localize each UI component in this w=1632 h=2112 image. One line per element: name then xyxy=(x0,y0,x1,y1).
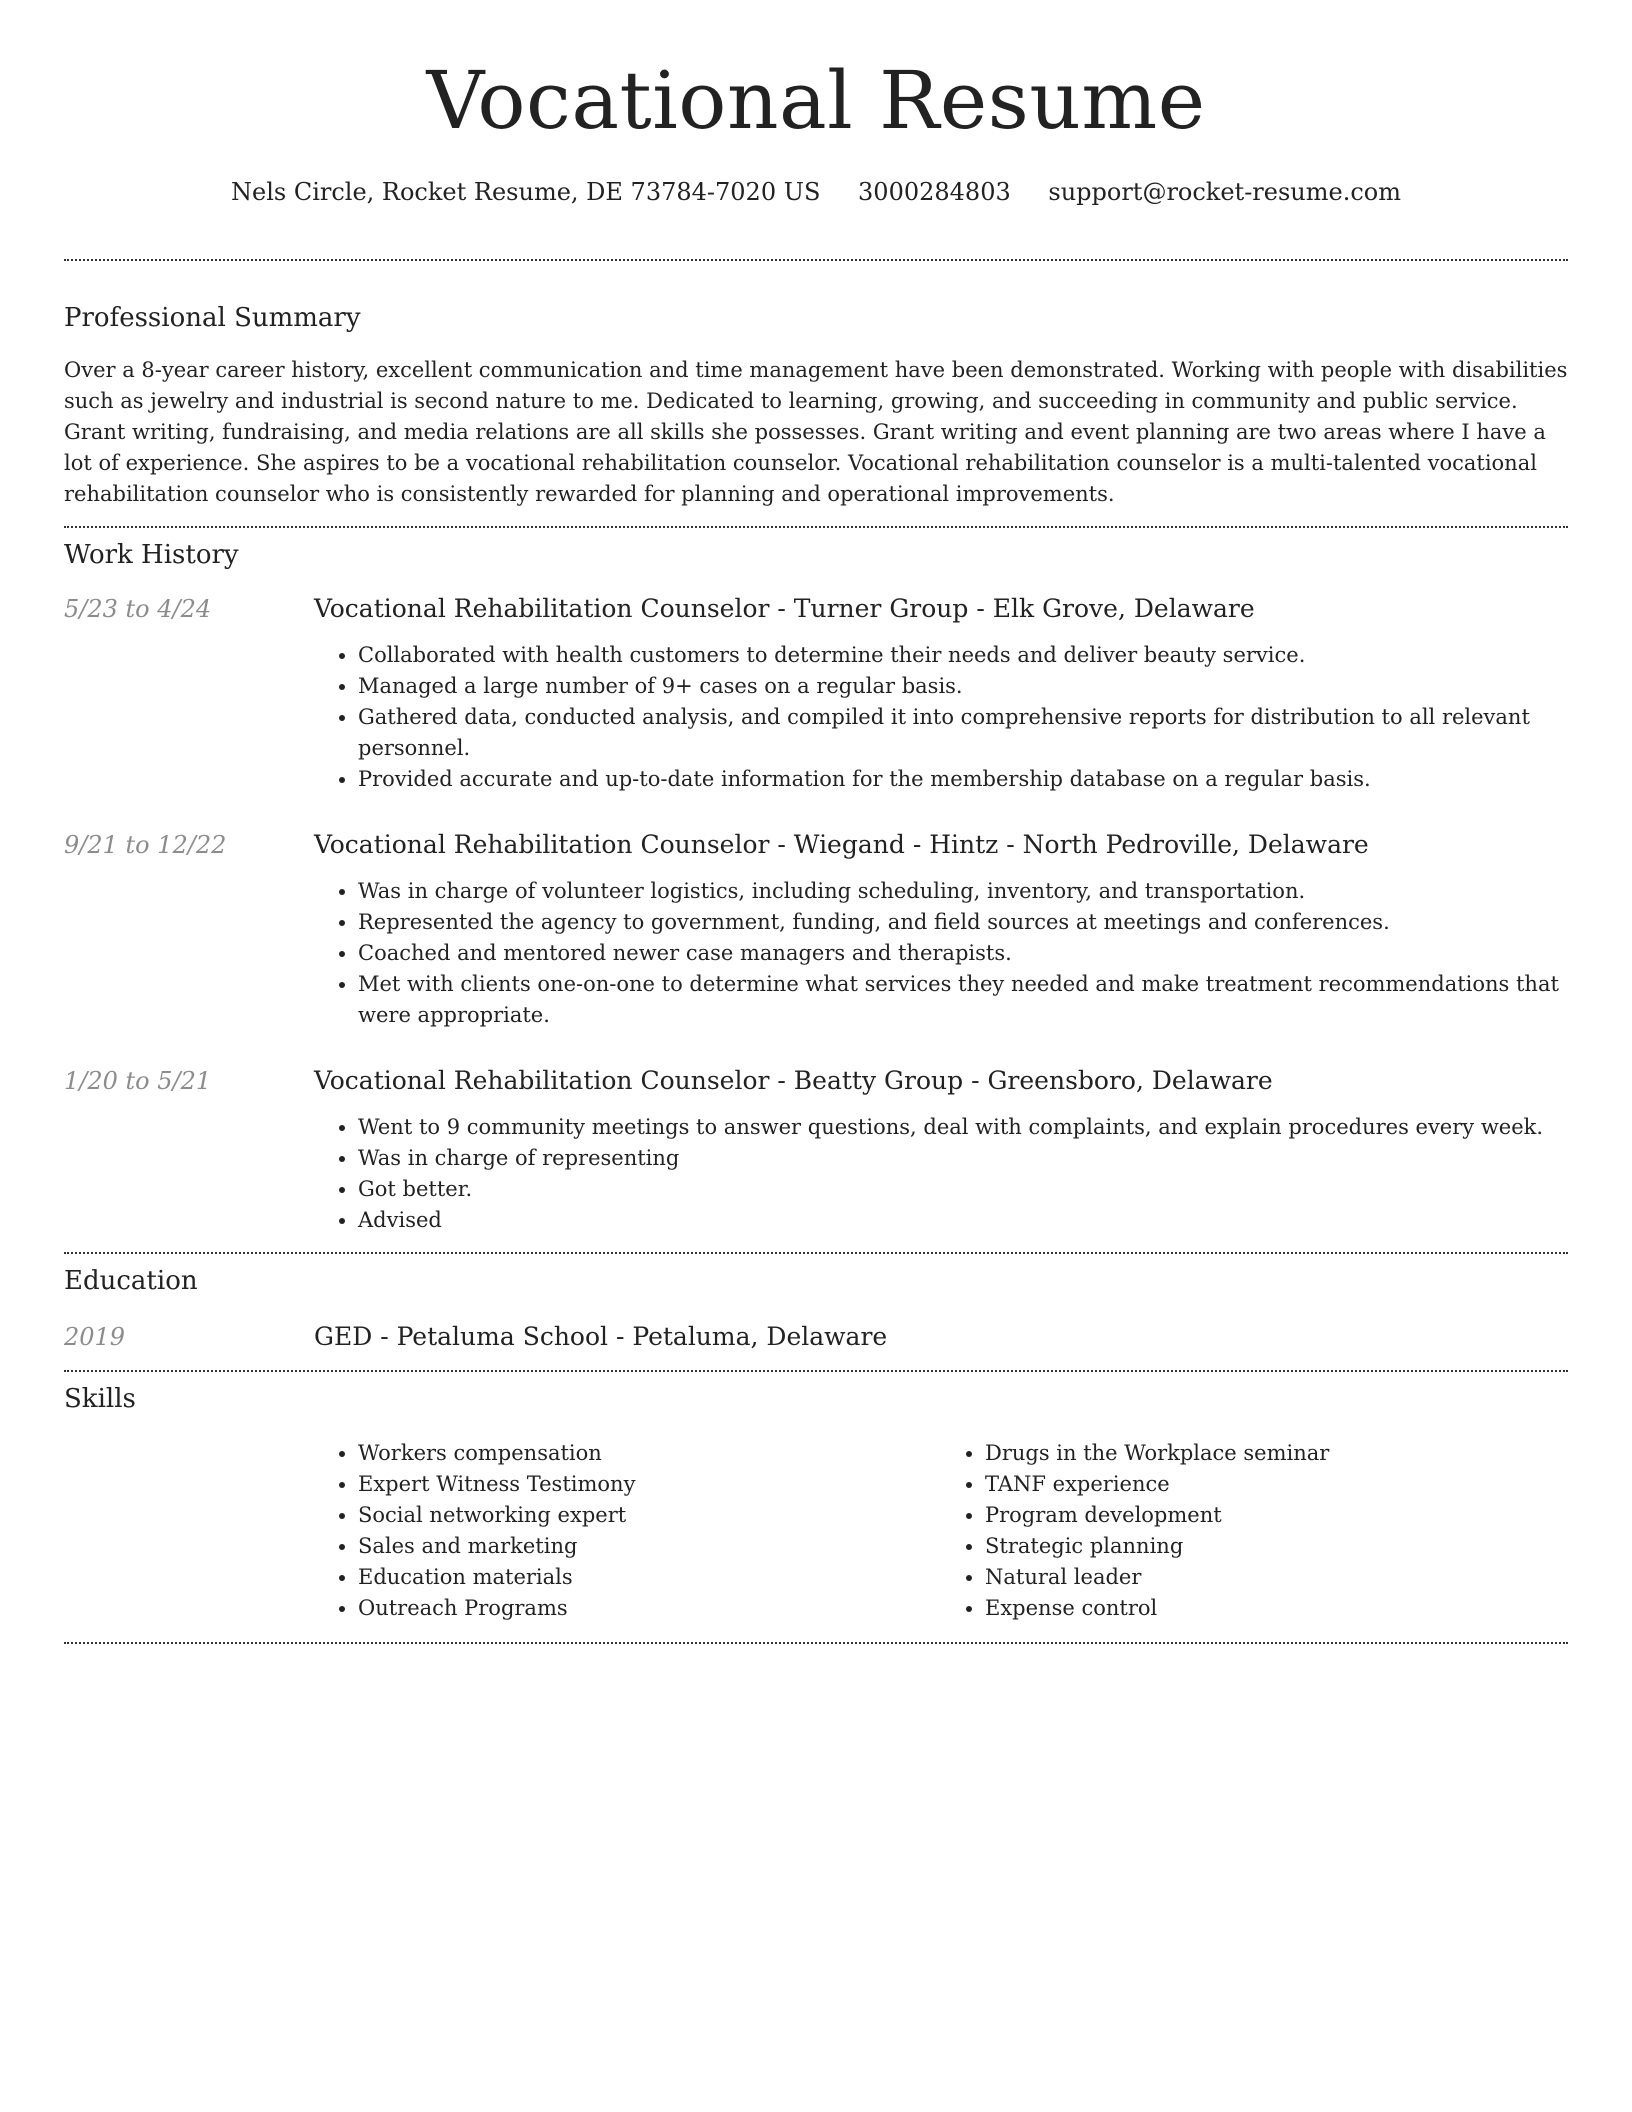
contact-phone: 3000284803 xyxy=(858,178,1011,206)
section-title-skills: Skills xyxy=(64,1384,136,1414)
list-item: • Outreach Programs xyxy=(358,1593,941,1624)
divider xyxy=(64,1642,1568,1644)
list-item: • Strategic planning xyxy=(985,1531,1568,1562)
resume-title: Vocational Resume xyxy=(426,54,1206,147)
education-year: 2019 xyxy=(64,1323,126,1351)
list-item: • Coached and mentored newer case managers and therapists. xyxy=(358,938,1568,969)
divider xyxy=(64,1370,1568,1372)
job-entry xyxy=(64,828,1568,1031)
list-item: • Expert Witness Testimony xyxy=(358,1469,941,1500)
job-title: Vocational Rehabilitation Counselor - Beatty Group - Greensboro, Delaware xyxy=(314,1066,1273,1095)
list-item: • Went to 9 community meetings to answer questions, deal with complaints, and explain procedures every week. xyxy=(358,1112,1568,1143)
education-entry xyxy=(64,1320,1568,1354)
job-bullets xyxy=(314,876,1568,1031)
list-item: • Provided accurate and up-to-date information for the membership database on a regular basis. xyxy=(358,764,1568,795)
job-dates: 5/23 to 4/24 xyxy=(64,595,212,623)
job-dates: 9/21 to 12/22 xyxy=(64,831,227,859)
education-detail: GED - Petaluma School - Petaluma, Delaware xyxy=(314,1322,888,1351)
job-title: Vocational Rehabilitation Counselor - Wiegand - Hintz - North Pedroville, Delaware xyxy=(314,830,1369,859)
skills-list xyxy=(314,1438,1568,1624)
job-bullets xyxy=(314,640,1568,795)
divider xyxy=(64,259,1568,261)
list-item: • Got better. xyxy=(358,1174,1568,1205)
list-item: • Program development xyxy=(985,1500,1568,1531)
contact-address: Nels Circle, Rocket Resume, DE 73784-7020 US xyxy=(231,178,821,206)
job-dates: 1/20 to 5/21 xyxy=(64,1067,212,1095)
job-entry xyxy=(64,1064,1568,1236)
divider xyxy=(64,526,1568,528)
section-title-summary: Professional Summary xyxy=(64,303,361,333)
list-item: • Was in charge of representing xyxy=(358,1143,1568,1174)
list-item: • Met with clients one-on-one to determine what services they needed and make treatment recommendations that were appropriate. xyxy=(358,969,1568,1031)
list-item: • Social networking expert xyxy=(358,1500,941,1531)
contact-email: support@rocket-resume.com xyxy=(1048,178,1401,206)
list-item: • Advised xyxy=(358,1205,1568,1236)
job-entry xyxy=(64,592,1568,795)
list-item: • Natural leader xyxy=(985,1562,1568,1593)
resume-page xyxy=(64,0,1568,1644)
list-item: • Collaborated with health customers to determine their needs and deliver beauty service. xyxy=(358,640,1568,671)
section-title-work-history: Work History xyxy=(64,540,239,570)
list-item: • Drugs in the Workplace seminar xyxy=(985,1438,1568,1469)
section-title-education: Education xyxy=(64,1266,198,1296)
list-item: • TANF experience xyxy=(985,1469,1568,1500)
list-item: • Represented the agency to government, funding, and field sources at meetings and conferences. xyxy=(358,907,1568,938)
job-bullets xyxy=(314,1112,1568,1236)
list-item: • Sales and marketing xyxy=(358,1531,941,1562)
list-item: • Workers compensation xyxy=(358,1438,941,1469)
contact-line xyxy=(64,175,1568,209)
divider xyxy=(64,1252,1568,1254)
summary-text: Over a 8-year career history, excellent communication and time management have been demonstrated. Working with people with disabilities such as jewelry and industrial is second nature to me. Dedicated to learning, growing, and succeeding in community and public service. Grant writing, fundraising, and media relations are all skills she possesses. Grant writing and event planning are two areas where I have a lot of experience. She aspires to be a vocational rehabilitation counselor. Vocational rehabilitation counselor is a multi-talented vocational rehabilitation counselor who is consistently rewarded for planning and operational improvements. xyxy=(64,358,1568,506)
list-item: • Was in charge of volunteer logistics, including scheduling, inventory, and transportation. xyxy=(358,876,1568,907)
job-title: Vocational Rehabilitation Counselor - Turner Group - Elk Grove, Delaware xyxy=(314,594,1255,623)
skills-column-right xyxy=(941,1438,1568,1624)
list-item: • Expense control xyxy=(985,1593,1568,1624)
list-item: • Managed a large number of 9+ cases on a regular basis. xyxy=(358,671,1568,702)
list-item: • Gathered data, conducted analysis, and compiled it into comprehensive reports for distribution to all relevant personnel. xyxy=(358,702,1568,764)
list-item: • Education materials xyxy=(358,1562,941,1593)
skills-column-left xyxy=(314,1438,941,1624)
